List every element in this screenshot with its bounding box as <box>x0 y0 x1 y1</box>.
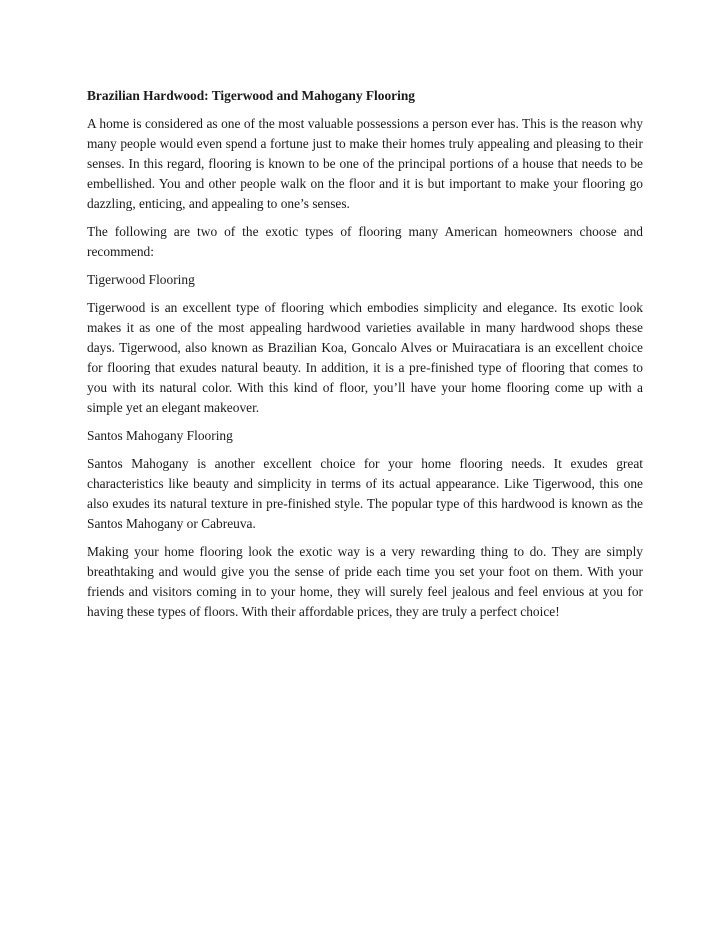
following-paragraph: The following are two of the exotic types of flooring many American homeowners choose and recommend: <box>87 224 643 259</box>
mahogany-heading: Santos Mahogany Flooring <box>87 428 233 443</box>
mahogany-paragraph: Santos Mahogany is another excellent choice for your home flooring needs. It exudes great characteristics like beauty and simplicity in terms of its actual appearance. Like Tigerwood, this one also exudes its natural texture in pre-finished style. The popular type of this hardwood is known as the Santos Mahogany or Cabreuva. <box>87 456 643 531</box>
tigerwood-paragraph: Tigerwood is an excellent type of flooring which embodies simplicity and elegance. Its exotic look makes it as one of the most appealing hardwood varieties available in many hardwood shops these days. Tigerwood, also known as Brazilian Koa, Goncalo Alves or Muiracatiara is an excellent choice for flooring that exudes natural beauty. In addition, it is a pre-finished type of flooring that comes to you with its natural color. With this kind of floor, you’ll have your home flooring come up with a simple yet an elegant makeover. <box>87 300 643 415</box>
document-title: Brazilian Hardwood: Tigerwood and Mahogany Flooring <box>87 88 415 103</box>
intro-paragraph: A home is considered as one of the most valuable possessions a person ever has. This is the reason why many people would even spend a fortune just to make their homes truly appealing and pleasing to their senses. In this regard, flooring is known to be one of the principal portions of a house that needs to be embellished. You and other people walk on the floor and it is but important to make your flooring go dazzling, enticing, and appealing to one’s senses. <box>87 116 643 211</box>
conclusion-paragraph: Making your home flooring look the exotic way is a very rewarding thing to do. They are simply breathtaking and would give you the sense of pride each time you set your foot on them. With your friends and visitors coming in to your home, they will surely feel jealous and feel envious at you for having these types of floors. With their affordable prices, they are truly a perfect choice! <box>87 544 643 619</box>
document-body <box>87 86 643 630</box>
tigerwood-heading: Tigerwood Flooring <box>87 272 195 287</box>
